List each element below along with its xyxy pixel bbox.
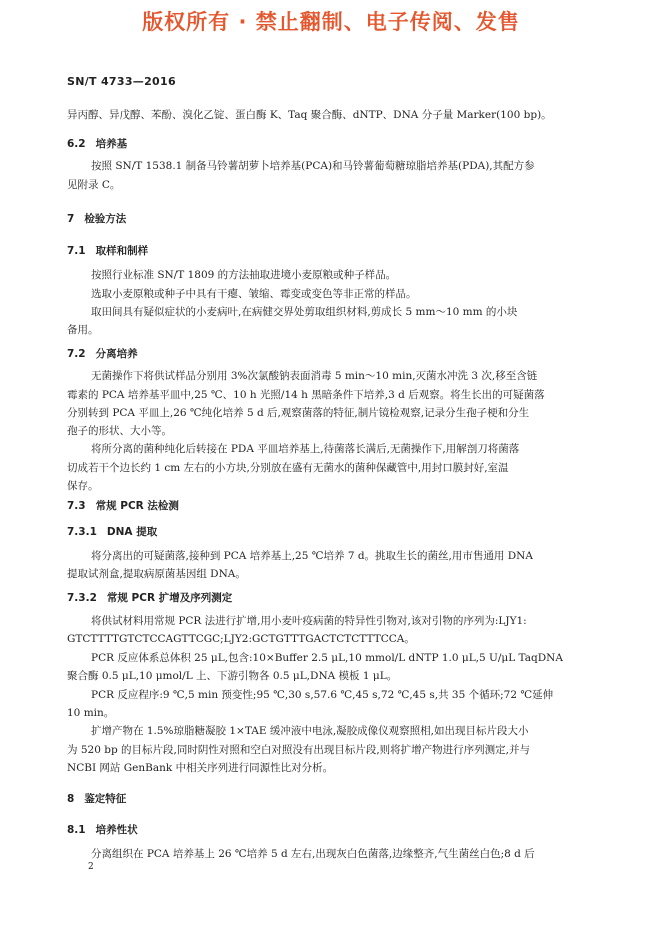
- copyright-banner: 版权所有 · 禁止翻制、电子传阅、发售: [142, 10, 520, 34]
- heading-number: 7: [67, 213, 75, 225]
- heading-title: 常规 PCR 扩增及序列测定: [106, 592, 233, 604]
- section-heading-8-1: [67, 822, 138, 837]
- paragraph-line: 分离组织在 PCA 培养基上 26 ℃培养 5 d 左右,出现灰白色菌落,边缘整齐,气生菌丝白色;8 d 后: [91, 848, 535, 860]
- paragraph-line: PCR 反应程序:9 ℃,5 min 预变性;95 ℃,30 s,57.6 ℃,45 s,72 ℃,45 s,共 35 个循环;72 ℃延伸: [91, 689, 554, 701]
- heading-title: DNA 提取: [106, 526, 158, 538]
- heading-title: 常规 PCR 法检测: [95, 500, 179, 512]
- heading-number: 7.3.2: [67, 592, 97, 604]
- standard-number: SN/T 4733—2016: [67, 75, 176, 88]
- paragraph-line: 分别转到 PCA 平皿上,26 ℃纯化培养 5 d 后,观察菌落的特征,制片镜检观察,记录分生孢子梗和分生: [67, 407, 530, 419]
- heading-number: 8.1: [67, 824, 86, 836]
- paragraph-line: NCBI 网站 GenBank 中相关序列进行同源性比对分析。: [67, 762, 334, 774]
- paragraph-line: 聚合酶 0.5 μL,10 μmol/L 上、下游引物各 0.5 μL,DNA 模板 1 μL。: [67, 670, 398, 682]
- paragraph-line: 扩增产物在 1.5%琼脂糖凝胶 1×TAE 缓冲液中电泳,凝胶成像仪观察照相,如出现目标片段大小: [91, 725, 529, 737]
- section-heading-6-2: [67, 136, 127, 151]
- paragraph-line: 选取小麦原粮或种子中具有干瘪、皱缩、霉变或变色等非正常的样品。: [91, 288, 417, 300]
- paragraph-line: 无菌操作下将供试样品分别用 3%次氯酸钠表面消毒 5 min～10 min,灭菌水冲洗 3 次,移至含链: [91, 370, 538, 382]
- section-heading-7: [67, 211, 126, 226]
- heading-number: 8: [67, 793, 75, 805]
- heading-title: 取样和制样: [95, 245, 149, 257]
- paragraph-line: 霉素的 PCA 培养基平皿中,25 ℃、10 h 光照/14 h 黑暗条件下培养,3 d 后观察。将生长出的可疑菌落: [67, 389, 545, 401]
- section-heading-7-2: [67, 346, 138, 361]
- section-heading-7-3-2: [67, 590, 232, 605]
- paragraph-line: 孢子的形状、大小等。: [67, 425, 172, 437]
- heading-title: 检验方法: [84, 213, 127, 225]
- paragraph-line: 提取试剂盒,提取病原菌基因组 DNA。: [67, 568, 246, 580]
- paragraph-line: 为 520 bp 的目标片段,同时阴性对照和空白对照没有出现目标片段,则将扩增产物进行序列测定,并与: [67, 744, 531, 756]
- paragraph-line: 异丙醇、异戊醇、苯酚、溴化乙锭、蛋白酶 K、Taq 聚合酶、dNTP、DNA 分子量 Marker(100 bp)。: [67, 109, 552, 121]
- heading-number: 7.3: [67, 500, 86, 512]
- paragraph-line: 见附录 C。: [67, 179, 121, 191]
- heading-number: 6.2: [67, 138, 86, 150]
- heading-title: 培养基: [95, 138, 128, 150]
- paragraph-line: 将所分离的菌种纯化后转接在 PDA 平皿培养基上,待菌落长满后,无菌操作下,用解剖刀将菌落: [91, 443, 520, 455]
- section-heading-7-1: [67, 243, 148, 258]
- heading-title: 鉴定特征: [84, 793, 127, 805]
- paragraph-line: PCR 反应体系总体积 25 μL,包含:10×Buffer 2.5 μL,10 mmol/L dNTP 1.0 μL,5 U/μL TaqDNA: [91, 652, 563, 664]
- heading-number: 7.2: [67, 348, 86, 360]
- paragraph-line: 取田间具有疑似症状的小麦病叶,在病健交界处剪取组织材料,剪成长 5 mm～10 mm 的小块: [91, 306, 518, 318]
- section-heading-8: [67, 791, 126, 806]
- paragraph-line: 10 min。: [67, 707, 115, 719]
- page-number: 2: [88, 862, 94, 872]
- heading-number: 7.3.1: [67, 526, 97, 538]
- paragraph-line: 切成若干个边长约 1 cm 左右的小方块,分别放在盛有无菌水的菌种保藏管中,用封口膜封好,室温: [67, 462, 509, 474]
- heading-title: 分离培养: [95, 348, 138, 360]
- section-heading-7-3-1: [67, 524, 157, 539]
- heading-number: 7.1: [67, 245, 86, 257]
- paragraph-line: 保存。: [67, 480, 99, 492]
- paragraph-line: GTCTTTTGTCTCCAGTTCGC;LJY2:GCTGTTTGACTCTCTTTCCA。: [67, 633, 415, 645]
- paragraph-line: 按照行业标准 SN/T 1809 的方法抽取进境小麦原粮或种子样品。: [91, 269, 397, 281]
- paragraph-line: 备用。: [67, 324, 99, 336]
- paragraph-line: 按照 SN/T 1538.1 制备马铃薯胡萝卜培养基(PCA)和马铃薯葡萄糖琼脂培养基(PDA),其配方参: [91, 160, 535, 172]
- paragraph-line: 将分离出的可疑菌落,接种到 PCA 培养基上,25 ℃培养 7 d。挑取生长的菌丝,用市售通用 DNA: [91, 550, 533, 562]
- paragraph-line: 将供试材料用常规 PCR 法进行扩增,用小麦叶疫病菌的特异性引物对,该对引物的序列为:LJY1:: [91, 615, 527, 627]
- heading-title: 培养性状: [95, 824, 138, 836]
- section-heading-7-3: [67, 498, 179, 513]
